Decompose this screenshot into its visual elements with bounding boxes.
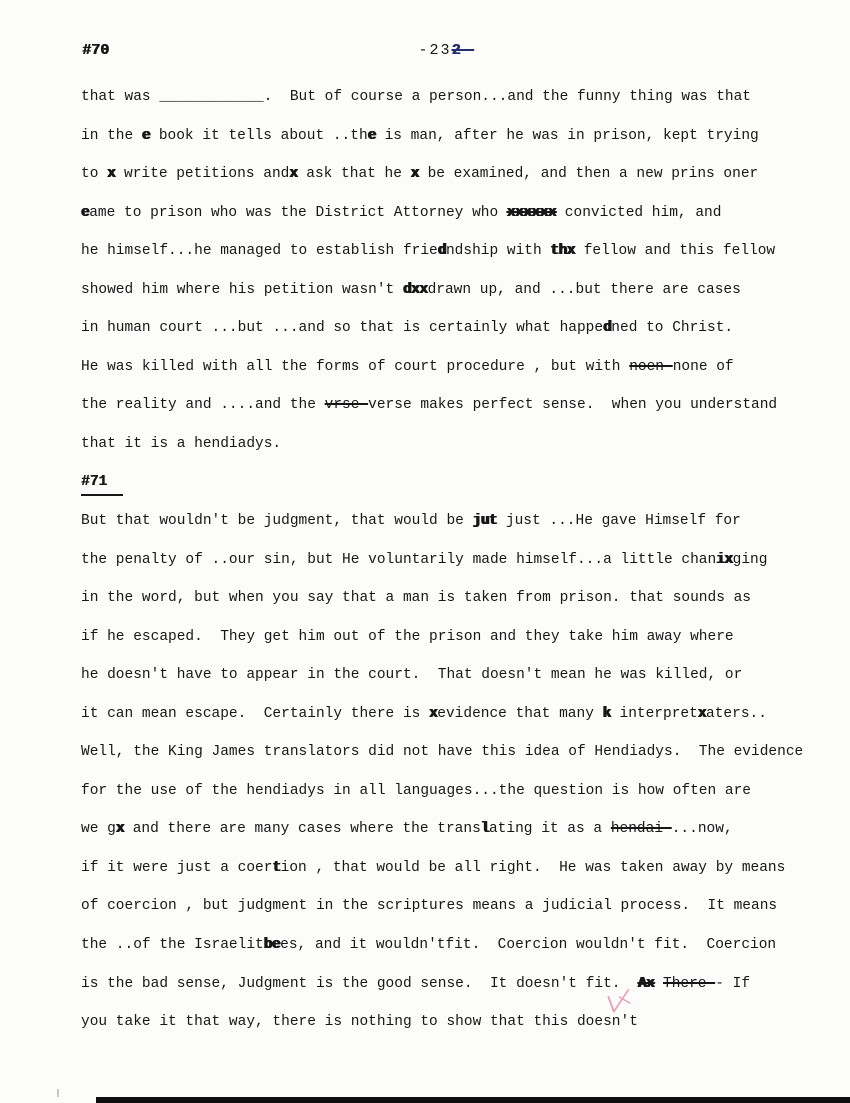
typescript-line (81, 579, 836, 618)
typed-text: the reality and ....and the (81, 397, 325, 414)
typed-text: he doesn't have to appear in the court. That doesn't mean he was killed, or (81, 667, 743, 684)
typed-text: verse makes perfect sense. when you understand (368, 397, 778, 414)
typed-text: and there are many cases where the trans (124, 821, 481, 838)
typed-correction: dxx (402, 281, 428, 298)
section-heading-text (81, 470, 123, 496)
typed-text: we g (81, 821, 116, 838)
typed-correction: hendai- (610, 821, 672, 838)
typescript-line (81, 1003, 836, 1042)
typed-correction: k (602, 705, 611, 722)
typed-text: in the (81, 127, 142, 144)
typed-text: for the use of the hendiadys in all languages...the question is how often are (81, 782, 752, 799)
page-number (82, 42, 810, 59)
typed-text: if it were just a coer (81, 859, 273, 876)
typescript-line (81, 194, 836, 233)
typed-text: ask that he (297, 166, 411, 183)
typed-correction: Ax (637, 975, 655, 992)
typescript-line (81, 772, 836, 811)
page-header (82, 42, 810, 66)
typed-text: if he escaped. They get him out of the prison and they take him away where (81, 628, 734, 645)
typed-correction: be (263, 937, 281, 954)
typescript-line (81, 155, 836, 194)
typed-text: ging (732, 551, 768, 568)
typescript-line (81, 78, 836, 117)
section-number-label: #70 (82, 42, 110, 59)
typed-text: ndship with (445, 243, 551, 260)
typescript-line (81, 348, 836, 387)
typescript-line (81, 502, 836, 541)
typed-correction: x (115, 821, 125, 838)
typed-text: in the word, but when you say that a man is taken from prison. that sounds as (81, 590, 752, 607)
typed-correction: e (81, 204, 90, 221)
typed-correction: e (141, 127, 151, 144)
typed-text: Well, the King James translators did not have this idea of Hendiadys. The evidence (81, 744, 804, 761)
typed-text: of coercion , but judgment in the scriptures means a judicial process. It means (81, 898, 778, 915)
typescript-line (81, 309, 836, 348)
typed-text: drawn up, and ...but there are cases (427, 281, 741, 298)
typed-text: ame to prison who was the District Attorney who (89, 204, 507, 221)
typed-correction: x (697, 705, 707, 722)
typescript-line (81, 849, 836, 888)
typed-text: the ..of the Israelit (81, 937, 264, 954)
typed-text: interpret (610, 705, 698, 722)
typescript-line (81, 618, 836, 657)
typed-correction: x (289, 166, 298, 183)
typed-text: #71 (81, 474, 108, 491)
typed-text: write petitions and (115, 166, 290, 183)
typescript-line (81, 810, 836, 849)
typed-text: showed him where his petition wasn't (81, 281, 403, 298)
typed-text: you take it that way, there is nothing to show that this doesn't (81, 1014, 638, 1031)
typescript-line (81, 541, 836, 580)
page-number-typed: -23 (418, 42, 452, 59)
typed-correction: d (437, 243, 446, 260)
typescript-line (81, 695, 836, 734)
typescript-line (81, 656, 836, 695)
typed-text: the penalty of ..our sin, but He voluntarily made himself...a little chan (81, 551, 717, 568)
typescript-line (81, 232, 836, 271)
typed-text: He was killed with all the forms of court procedure , but with (81, 358, 630, 375)
typed-text: ating it as a (488, 821, 611, 838)
typed-correction: There- (663, 975, 716, 992)
typescript-line (81, 887, 836, 926)
section-heading (81, 463, 836, 502)
typed-text: evidence that many (437, 705, 603, 722)
typed-text: that was ____________. But of course a person...and the funny thing was that (81, 89, 752, 105)
typed-text: is the bad sense, Judgment is the good sense. It doesn't fit. (81, 975, 638, 992)
typescript-body (81, 78, 836, 1042)
typed-correction: x (107, 166, 116, 183)
typed-text: ned to Christ. (611, 320, 734, 337)
typed-text: it can mean escape. Certainly there is (81, 705, 430, 722)
typed-correction: vrse- (324, 397, 369, 414)
typed-text: book it tells about ..th (150, 127, 368, 144)
typed-text: fellow and this fellow (575, 243, 776, 260)
typed-correction: noen- (629, 358, 673, 375)
typed-text: - If (715, 975, 751, 992)
typed-correction: d (603, 320, 612, 337)
typescript-line (81, 926, 836, 965)
typed-text: ion , that would be all right. He was taken away by means (280, 859, 786, 876)
typed-text: he himself...he managed to establish frie (81, 243, 438, 260)
handwritten-checkmark (601, 983, 636, 1018)
typescript-line (81, 425, 836, 464)
typed-correction: x (410, 166, 419, 183)
typed-text: convicted him, and (556, 204, 722, 221)
typescript-line (81, 117, 836, 156)
typed-text: ...now, (671, 821, 733, 838)
typed-text: that it is a hendiadys. (81, 435, 282, 452)
typed-correction: ix (716, 551, 733, 568)
typescript-line (81, 733, 836, 772)
typed-text: aters.. (706, 705, 767, 722)
typed-text: just ...He gave Himself for (497, 513, 741, 530)
typed-correction: thx (550, 243, 575, 260)
typed-text: But that wouldn't be judgment, that would be (81, 513, 473, 530)
typed-text: be examined, and then a new prins oner (418, 166, 759, 183)
typescript-line (81, 965, 836, 1004)
typed-correction: jut (472, 513, 498, 530)
typescript-line (81, 386, 836, 425)
typed-correction: l (480, 821, 489, 838)
page-number-ink-correction: 2- (451, 42, 474, 59)
typed-correction: t (272, 859, 281, 876)
typed-text (654, 976, 663, 992)
typed-correction: x (429, 705, 438, 722)
typed-text: in human court ...but ...and so that is certainly what happe (81, 320, 604, 337)
typed-correction: e (367, 127, 376, 144)
typed-correction: xxxxxx (506, 204, 557, 221)
photocopy-smudge (57, 1089, 59, 1097)
typed-text: es, and it wouldn'tfit. Coercion wouldn't fit. Coercion (280, 937, 777, 954)
typescript-line (81, 271, 836, 310)
typed-text: to (81, 166, 108, 183)
typed-text: none of (672, 358, 734, 375)
typed-text: is man, after he was in prison, kept trying (375, 127, 759, 144)
photocopy-edge-bar (96, 1097, 850, 1103)
